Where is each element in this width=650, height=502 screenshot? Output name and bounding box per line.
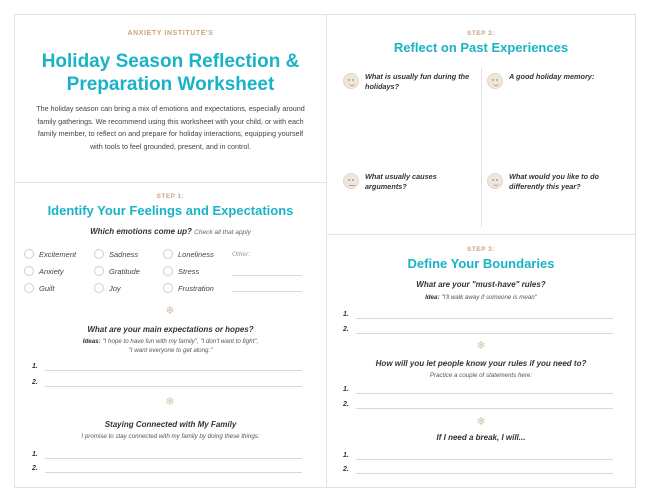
ideas-text: "I hope to have fun with my family", "I don't want to fight", (102, 338, 259, 345)
face-icon (343, 73, 359, 89)
face-icon (343, 173, 359, 189)
rules-idea (326, 293, 636, 302)
emotion-checkbox-gratitude[interactable] (94, 266, 140, 276)
right-section-divider (326, 234, 636, 235)
tell-line-2[interactable] (356, 408, 613, 409)
line-number: 1. (32, 451, 38, 458)
other-label: Other: (232, 251, 251, 258)
checkbox-circle[interactable] (94, 249, 104, 259)
prompt-arguments: What usually causes arguments? (365, 172, 437, 191)
emotion-checkbox-loneliness[interactable] (163, 249, 214, 259)
step1-title: Identify Your Feelings and Expectations (47, 203, 294, 218)
prompt-memory: A good holiday memory: (509, 72, 595, 81)
emotion-checkbox-sadness[interactable] (94, 249, 138, 259)
line-number: 2. (343, 326, 349, 333)
checkbox-circle[interactable] (24, 266, 34, 276)
connected-title: Staying Connected with My Family (104, 420, 237, 429)
emotion-label: Excitement (39, 249, 77, 259)
expectations-line-2[interactable] (45, 386, 302, 387)
face-icon (487, 173, 503, 189)
emotions-question (15, 227, 326, 236)
connected-subtitle: I promise to stay connected with my family by doing these things: (81, 433, 260, 440)
snowflake-icon: ❄ (165, 396, 175, 408)
tell-question: How will you let people know your rules if you need to? (375, 359, 587, 368)
expectations-line-1[interactable] (45, 370, 302, 371)
snowflake-icon: ❄ (476, 340, 486, 352)
left-section-divider (15, 182, 326, 183)
checkbox-circle[interactable] (163, 283, 173, 293)
emotion-label: Anxiety (39, 266, 64, 276)
face-icon (487, 73, 503, 89)
step2-title: Reflect on Past Experiences (393, 40, 569, 55)
tell-subtitle: Practice a couple of statements here: (429, 372, 533, 379)
emotion-label: Joy (109, 283, 121, 293)
emotion-label: Loneliness (178, 249, 214, 259)
rules-line-1[interactable] (356, 318, 613, 319)
expectations-question: What are your main expectations or hopes? (87, 325, 254, 334)
line-number: 1. (343, 386, 349, 393)
step1-label: STEP 1: (156, 193, 185, 200)
connected-line-1[interactable] (45, 458, 302, 459)
idea-label: Idea: (425, 294, 440, 301)
emotion-checkbox-stress[interactable] (163, 266, 199, 276)
emotions-question-text: Which emotions come up? (90, 227, 192, 236)
line-number: 2. (343, 401, 349, 408)
worksheet (14, 14, 636, 488)
checkbox-circle[interactable] (24, 249, 34, 259)
checkbox-circle[interactable] (94, 283, 104, 293)
checkbox-circle[interactable] (163, 249, 173, 259)
snowflake-icon: ❄ (476, 416, 486, 428)
emotion-checkbox-anxiety[interactable] (24, 266, 64, 276)
idea-text: "I'll walk away if someone is mean" (441, 294, 537, 301)
step3-label: STEP 3: (467, 246, 495, 253)
step2-grid-divider (481, 67, 482, 227)
expectations-ideas (15, 337, 326, 355)
line-number: 1. (32, 363, 38, 370)
line-number: 2. (343, 466, 349, 473)
emotions-hint: Check all that apply (194, 229, 251, 236)
emotion-checkbox-joy[interactable] (94, 283, 121, 293)
break-question: If I need a break, I will... (436, 433, 526, 442)
checkbox-circle[interactable] (163, 266, 173, 276)
emotion-label: Gratitude (109, 266, 140, 276)
emotion-label: Frustration (178, 283, 214, 293)
other-input-line-1[interactable] (232, 275, 302, 276)
emotion-checkbox-guilt[interactable] (24, 283, 54, 293)
emotion-label: Guilt (39, 283, 55, 293)
title-line-2: Preparation Worksheet (66, 74, 275, 95)
emotion-label: Sadness (109, 249, 139, 259)
title-line-1: Holiday Season Reflection & (41, 51, 300, 72)
break-line-2[interactable] (356, 473, 613, 474)
other-input-line-2[interactable] (232, 291, 302, 292)
page-title (15, 50, 326, 96)
ideas-text-2: "I want everyone to get along." (128, 347, 213, 354)
connected-line-2[interactable] (45, 472, 302, 473)
intro-paragraph: The holiday season can bring a mix of emotions and expectations, especially around family gatherings. We recommend using this worksheet with your child, or with each family member, to reflect on and prepare for holiday interactions, equipping yourself with tools to feel grounded, present, and in control. (36, 104, 305, 151)
rules-question: What are your "must-have" rules? (416, 280, 546, 289)
prompt-differently: What would you like to do differently this year? (509, 172, 599, 191)
tell-line-1[interactable] (356, 393, 613, 394)
line-number: 1. (343, 452, 349, 459)
step2-label: STEP 2: (467, 30, 495, 37)
checkbox-circle[interactable] (94, 266, 104, 276)
line-number: 2. (32, 465, 38, 472)
prompt-fun: What is usually fun during the holidays? (365, 72, 470, 91)
snowflake-icon: ❄ (165, 305, 175, 317)
ideas-label: Ideas: (82, 338, 101, 345)
rules-line-2[interactable] (356, 333, 613, 334)
emotion-label: Stress (178, 266, 200, 276)
break-line-1[interactable] (356, 459, 613, 460)
line-number: 1. (343, 311, 349, 318)
emotion-checkbox-excitement[interactable] (24, 249, 76, 259)
emotion-checkbox-frustration[interactable] (163, 283, 214, 293)
step3-title: Define Your Boundaries (407, 256, 555, 271)
checkbox-circle[interactable] (24, 283, 34, 293)
line-number: 2. (32, 379, 38, 386)
brand-label: ANXIETY INSTITUTE'S (127, 30, 214, 37)
